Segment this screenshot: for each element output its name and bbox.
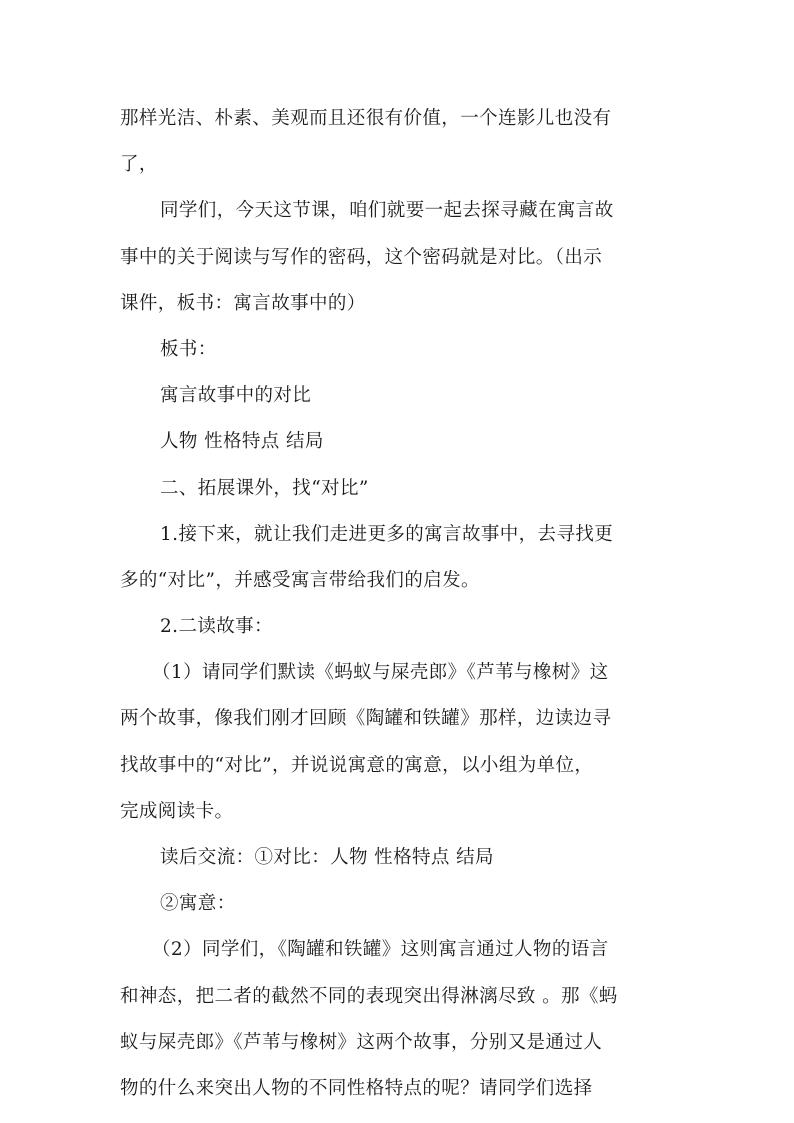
paragraph-line: 了，: [120, 154, 158, 176]
paragraph-line: 同学们，今天这节课，咱们就要一起去探寻藏在寓言故: [160, 200, 614, 222]
paragraph-line: 1.接下来，就让我们走进更多的寓言故事中，去寻找更: [160, 523, 614, 545]
paragraph-line: （1）请同学们默读《蚂蚁与屎壳郎》《芦苇与橡树》这: [152, 662, 609, 684]
board-heading: 板书：: [160, 338, 217, 360]
section-heading: 二、拓展课外，找“对比”: [160, 477, 369, 499]
paragraph-line: 那样光洁、朴素、美观而且还很有价值，一个连影儿也没有: [120, 108, 612, 129]
paragraph-line: ②寓意：: [160, 893, 236, 915]
document-body: [120, 96, 680, 1112]
paragraph-line: 2.二读故事：: [160, 616, 273, 638]
paragraph-line: 找故事中的“对比”，并说说寓意的寓意，以小组为单位，: [120, 754, 594, 776]
paragraph-line: 和神态，把二者的截然不同的表现突出得淋漓尽致 。那《蚂: [120, 985, 618, 1007]
paragraph-line: 多的“对比”，并感受寓言带给我们的启发。: [120, 569, 480, 591]
paragraph-line: 蚁与屎壳郎》《芦苇与橡树》这两个故事，分别又是通过人: [120, 1031, 603, 1053]
paragraph-line: 两个故事，像我们刚才回顾《陶罐和铁罐》那样，边读边寻: [120, 708, 612, 730]
paragraph-line: （2）同学们，《陶罐和铁罐》这则寓言通过人物的语言: [152, 939, 609, 961]
paragraph-line: 读后交流：①对比：人物 性格特点 结局: [160, 847, 494, 868]
board-items: 人物 性格特点 结局: [160, 431, 324, 453]
paragraph-line: 事中的关于阅读与写作的密码，这个密码就是对比。（出示: [120, 246, 603, 268]
paragraph-line: 课件，板书：寓言故事中的）: [120, 292, 366, 314]
paragraph-line: 完成阅读卡。: [120, 800, 234, 822]
board-title: 寓言故事中的对比: [160, 385, 312, 407]
paragraph-line: 物的什么来突出人物的不同性格特点的呢？请同学们选择: [120, 1077, 593, 1099]
